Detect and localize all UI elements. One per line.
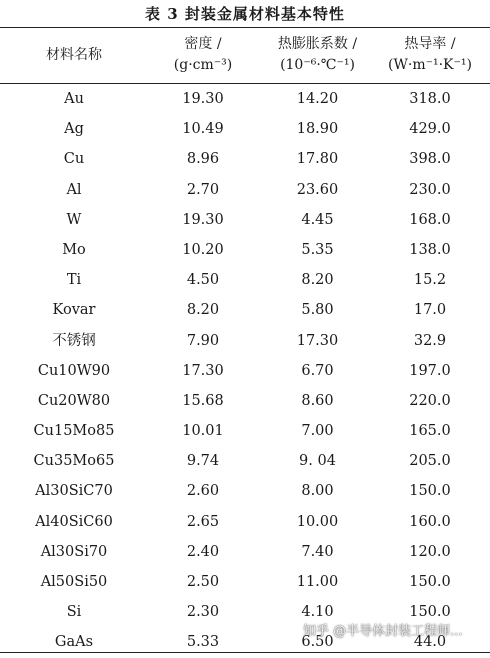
cell-conductivity: 160.0 xyxy=(409,513,451,530)
table-row xyxy=(0,537,490,567)
table-row xyxy=(0,175,490,205)
table-row xyxy=(0,205,490,235)
cell-expansion: 17.30 xyxy=(296,332,339,349)
cell-density: 7.90 xyxy=(186,332,220,349)
cell-conductivity: 17.0 xyxy=(413,302,447,319)
header-density xyxy=(148,31,258,79)
cell-material: Al xyxy=(66,181,82,198)
cell-material: Al30SiC70 xyxy=(35,483,113,500)
table-caption: 表 3 封装金属材料基本特性 xyxy=(145,5,345,23)
cell-density: 10.20 xyxy=(182,241,224,258)
cell-expansion: 6.50 xyxy=(301,634,334,651)
cell-density: 10.49 xyxy=(182,121,224,138)
cell-material: Cu35Mo65 xyxy=(33,453,115,470)
table-row xyxy=(0,386,490,416)
table-bottom-rule xyxy=(0,652,490,653)
cell-material: Al50Si50 xyxy=(40,574,108,590)
cell-expansion: 4.10 xyxy=(301,604,334,621)
cell-expansion: 11.00 xyxy=(296,574,339,590)
table-row xyxy=(0,84,490,114)
cell-material: Cu15Mo85 xyxy=(33,423,115,440)
cell-expansion: 4.45 xyxy=(301,211,334,228)
cell-expansion: 7.40 xyxy=(301,543,334,560)
cell-conductivity: 44.0 xyxy=(413,634,447,651)
cell-density: 2.65 xyxy=(186,513,220,530)
cell-conductivity: 197.0 xyxy=(409,362,451,379)
cell-density: 8.20 xyxy=(186,302,220,319)
table-row xyxy=(0,295,490,325)
cell-expansion: 14.20 xyxy=(296,91,339,107)
cell-expansion: 8.60 xyxy=(301,392,334,409)
header-thermal-conductivity xyxy=(375,31,485,79)
header-thermal-expansion-label: 热膨胀系数 / xyxy=(277,36,358,52)
cell-conductivity: 120.0 xyxy=(409,543,451,560)
table-row xyxy=(0,416,490,446)
cell-density: 2.50 xyxy=(186,574,220,590)
header-material-name-label: 材料名称 xyxy=(46,46,102,63)
cell-conductivity: 150.0 xyxy=(409,574,451,590)
cell-conductivity: 150.0 xyxy=(409,604,451,621)
cell-material: GaAs xyxy=(54,634,94,651)
table-top-rule xyxy=(0,27,490,28)
cell-density: 2.60 xyxy=(186,483,220,500)
cell-conductivity: 165.0 xyxy=(409,423,451,440)
cell-conductivity: 150.0 xyxy=(409,483,451,500)
header-density-label: 密度 / xyxy=(184,36,222,52)
cell-conductivity: 32.9 xyxy=(413,332,447,349)
cell-density: 2.70 xyxy=(186,181,220,198)
header-thermal-conductivity-label: 热导率 / xyxy=(404,36,456,52)
cell-density: 17.30 xyxy=(182,362,224,379)
cell-material: 不锈钢 xyxy=(52,332,96,349)
cell-material: Si xyxy=(66,604,82,621)
cell-expansion: 18.90 xyxy=(296,121,339,138)
cell-density: 5.33 xyxy=(186,634,220,651)
table-row xyxy=(0,507,490,537)
cell-material: Cu xyxy=(63,151,85,168)
header-material-name xyxy=(4,31,144,79)
cell-material: Mo xyxy=(62,241,86,258)
cell-density: 19.30 xyxy=(182,211,224,228)
cell-material: W xyxy=(66,211,82,228)
watermark-text: 知乎 @半导体封装工程师... xyxy=(303,624,463,639)
cell-material: Ti xyxy=(66,272,82,289)
cell-conductivity: 168.0 xyxy=(409,211,451,228)
cell-expansion: 8.00 xyxy=(301,483,334,500)
table-row xyxy=(0,326,490,356)
table-row xyxy=(0,446,490,476)
cell-density: 4.50 xyxy=(186,272,220,289)
header-density-unit: (g·cm⁻³) xyxy=(173,57,233,73)
table-row xyxy=(0,567,490,597)
cell-material: Cu20W80 xyxy=(37,392,111,409)
cell-conductivity: 205.0 xyxy=(409,453,451,470)
cell-density: 8.96 xyxy=(186,151,220,168)
cell-density: 9.74 xyxy=(186,453,220,470)
cell-expansion: 7.00 xyxy=(301,423,334,440)
cell-conductivity: 398.0 xyxy=(409,151,451,168)
cell-conductivity: 15.2 xyxy=(413,272,447,289)
cell-density: 19.30 xyxy=(182,91,224,107)
table-row xyxy=(0,114,490,144)
cell-expansion: 17.80 xyxy=(296,151,339,168)
cell-expansion: 9. 04 xyxy=(299,453,336,470)
cell-density: 15.68 xyxy=(182,392,224,409)
cell-material: Kovar xyxy=(52,302,96,319)
cell-conductivity: 220.0 xyxy=(409,392,451,409)
cell-material: Au xyxy=(64,91,84,107)
cell-expansion: 23.60 xyxy=(296,181,339,198)
cell-density: 2.30 xyxy=(186,604,220,621)
table-body xyxy=(0,84,490,658)
cell-expansion: 6.70 xyxy=(301,362,334,379)
table-row xyxy=(0,235,490,265)
table-row xyxy=(0,476,490,506)
cell-material: Al30Si70 xyxy=(40,543,108,560)
cell-expansion: 10.00 xyxy=(296,513,339,530)
cell-material: Al40SiC60 xyxy=(35,513,113,530)
header-thermal-conductivity-unit: (W·m⁻¹·K⁻¹) xyxy=(388,57,472,73)
cell-material: Cu10W90 xyxy=(37,362,111,379)
cell-expansion: 5.80 xyxy=(301,302,334,319)
header-thermal-expansion xyxy=(250,31,385,79)
cell-conductivity: 318.0 xyxy=(409,91,451,107)
header-thermal-expansion-unit: (10⁻⁶·℃⁻¹) xyxy=(280,57,355,73)
cell-conductivity: 429.0 xyxy=(409,121,451,138)
cell-density: 10.01 xyxy=(182,423,224,440)
cell-conductivity: 230.0 xyxy=(409,181,451,198)
cell-expansion: 5.35 xyxy=(301,241,334,258)
table-row xyxy=(0,265,490,295)
cell-conductivity: 138.0 xyxy=(409,241,451,258)
cell-density: 2.40 xyxy=(186,543,220,560)
table-row xyxy=(0,356,490,386)
cell-material: Ag xyxy=(64,121,84,138)
table-row xyxy=(0,144,490,174)
cell-expansion: 8.20 xyxy=(301,272,334,289)
